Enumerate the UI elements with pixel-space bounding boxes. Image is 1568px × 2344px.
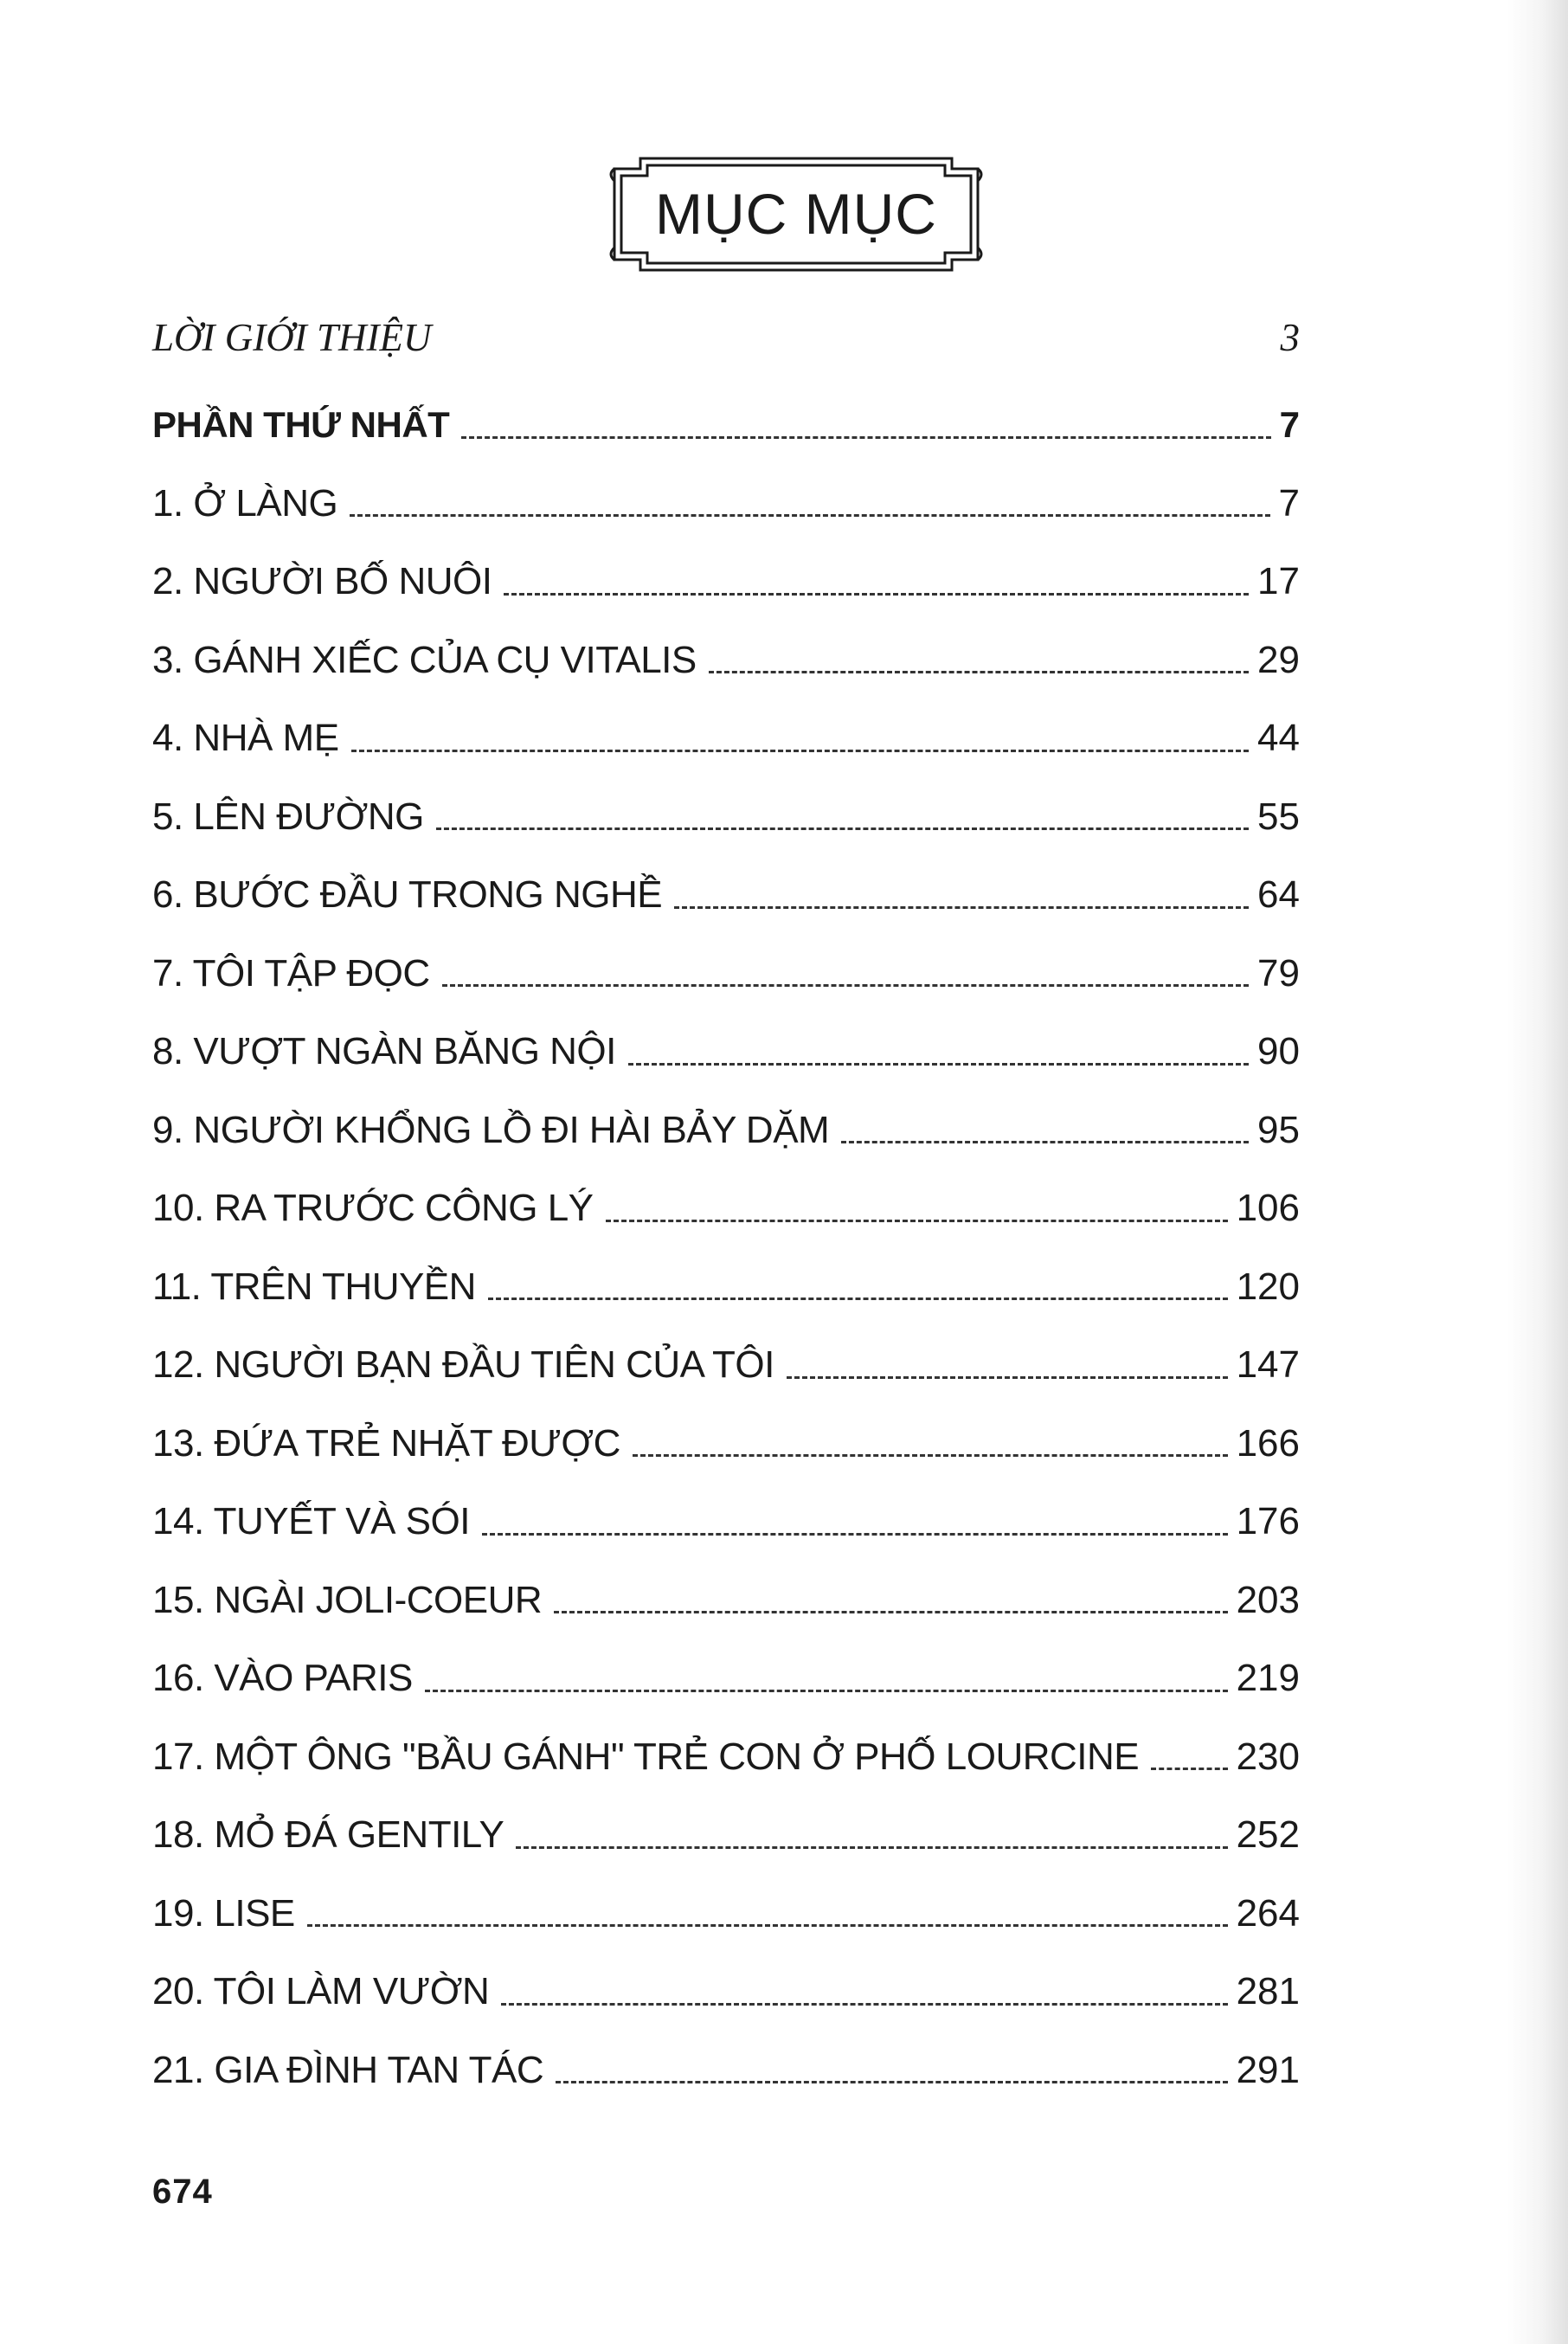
dot-leader [351, 750, 1250, 752]
toc-entry-row[interactable] [152, 465, 1300, 544]
toc-entry-page: 203 [1236, 1578, 1300, 1621]
dot-leader [461, 436, 1270, 439]
toc-entry-label: 1. Ở LÀNG [152, 481, 338, 525]
toc-entry-row[interactable] [152, 543, 1300, 621]
toc-entry-row[interactable] [152, 1875, 1300, 1954]
toc-entry-row[interactable] [152, 1953, 1300, 2032]
toc-entry-page: 166 [1236, 1421, 1300, 1465]
toc-intro-page: 3 [1280, 316, 1300, 359]
toc-entry-page: 29 [1257, 638, 1300, 681]
toc-entry-page: 147 [1236, 1343, 1300, 1386]
toc-entry-label: 9. NGƯỜI KHỔNG LỒ ĐI HÀI BẢY DẶM [152, 1108, 830, 1151]
dot-leader [787, 1376, 1228, 1379]
toc-entry-row[interactable] [152, 1013, 1300, 1092]
toc-intro-label: LỜI GIỚI THIỆU [152, 316, 432, 359]
dot-leader [556, 2081, 1227, 2083]
dot-leader [554, 1611, 1227, 1613]
toc-entry-label: 6. BƯỚC ĐẦU TRONG NGHỀ [152, 873, 663, 916]
toc-entry-page: 44 [1257, 717, 1300, 759]
toc-intro-row[interactable] [152, 307, 1300, 368]
toc-entry-label: 5. LÊN ĐƯỜNG [152, 795, 424, 838]
dot-leader [436, 827, 1249, 830]
dot-leader [709, 671, 1249, 673]
dot-leader [628, 1063, 1249, 1066]
toc-entry-row[interactable] [152, 1169, 1300, 1248]
toc-entry-label: 8. VƯỢT NGÀN BĂNG NỘI [152, 1030, 616, 1072]
page-edge-shadow [1507, 0, 1568, 2344]
toc-entry-label: 16. VÀO PARIS [152, 1657, 413, 1699]
toc-entry-page: 95 [1257, 1108, 1300, 1151]
toc-entry-row[interactable] [152, 1326, 1300, 1405]
toc-entry-page: 219 [1236, 1657, 1300, 1699]
dot-leader [488, 1298, 1228, 1300]
dot-leader [606, 1220, 1228, 1222]
dot-leader [307, 1924, 1228, 1927]
toc-entry-page: 17 [1257, 560, 1300, 602]
dot-leader [425, 1690, 1228, 1692]
toc-entry-row[interactable] [152, 856, 1300, 935]
toc-entry-row[interactable] [152, 1796, 1300, 1875]
toc-entry-page: 176 [1236, 1500, 1300, 1542]
dot-leader [516, 1846, 1227, 1849]
toc-entry-label: PHẦN THỨ NHẤT [152, 404, 450, 445]
toc-entry-page: 252 [1236, 1813, 1300, 1856]
toc-entry-page: 55 [1257, 795, 1300, 838]
toc-entry-label: 14. TUYẾT VÀ SÓI [152, 1500, 470, 1542]
dot-leader [482, 1533, 1228, 1536]
toc-entry-label: 2. NGƯỜI BỐ NUÔI [152, 560, 492, 602]
toc-entry-page: 106 [1236, 1187, 1300, 1229]
toc-entry-row[interactable] [152, 778, 1300, 857]
toc-entry-row[interactable] [152, 2032, 1300, 2110]
toc-entry-row[interactable] [152, 1562, 1300, 1640]
dot-leader [1151, 1768, 1227, 1770]
toc-entry-label: 11. TRÊN THUYỀN [152, 1265, 476, 1308]
dot-leader [504, 593, 1249, 596]
toc-entry-row[interactable] [152, 1405, 1300, 1484]
toc-entry-row[interactable] [152, 621, 1300, 700]
toc-entry-row[interactable] [152, 1639, 1300, 1718]
dot-leader [501, 2003, 1227, 2006]
toc-entry-row[interactable] [152, 699, 1300, 778]
toc-entry-label: 10. RA TRƯỚC CÔNG LÝ [152, 1187, 594, 1229]
dot-leader [442, 984, 1249, 987]
toc-entry-page: 7 [1279, 404, 1300, 445]
toc-entry-label: 17. MỘT ÔNG "BẦU GÁNH" TRẺ CON Ở PHỐ LOURCINE [152, 1735, 1140, 1778]
toc-entry-row[interactable] [152, 1718, 1300, 1797]
toc-section-row[interactable] [152, 386, 1300, 465]
toc-entry-label: 13. ĐỨA TRẺ NHẶT ĐƯỢC [152, 1421, 620, 1465]
toc-entry-label: 12. NGƯỜI BẠN ĐẦU TIÊN CỦA TÔI [152, 1343, 774, 1386]
toc-entry-row[interactable] [152, 1248, 1300, 1327]
toc-entry-row[interactable] [152, 1483, 1300, 1562]
toc-entry-row[interactable] [152, 935, 1300, 1014]
toc-entry-page: 291 [1236, 2048, 1300, 2091]
toc-entry-page: 90 [1257, 1030, 1300, 1072]
toc-entry-page: 120 [1236, 1265, 1300, 1308]
dot-leader [841, 1141, 1249, 1143]
title-banner [606, 151, 986, 277]
toc-entry-row[interactable] [152, 1092, 1300, 1170]
page-title: MỤC MỤC [655, 182, 937, 246]
toc-entry-page: 264 [1236, 1891, 1300, 1935]
toc-entry-label: 3. GÁNH XIẾC CỦA CỤ VITALIS [152, 638, 697, 681]
dot-leader [674, 906, 1249, 909]
toc-entry-page: 7 [1278, 481, 1300, 525]
toc-entry-label: 15. NGÀI JOLI-COEUR [152, 1578, 543, 1621]
toc-entry-label: 21. GIA ĐÌNH TAN TÁC [152, 2048, 544, 2091]
page-number: 674 [152, 2173, 213, 2211]
toc-entry-page: 79 [1257, 951, 1300, 995]
toc-entry-page: 230 [1236, 1735, 1300, 1778]
toc-entry-page: 281 [1236, 1970, 1300, 2012]
toc-entry-label: 7. TÔI TẬP ĐỌC [152, 951, 430, 995]
toc-entry-label: 20. TÔI LÀM VƯỜN [152, 1970, 490, 2012]
toc-entry-label: 4. NHÀ MẸ [152, 717, 339, 759]
toc-entry-page: 64 [1257, 873, 1300, 916]
toc-list [152, 386, 1300, 2109]
dot-leader [633, 1454, 1228, 1457]
toc-entry-label: 19. LISE [152, 1891, 295, 1935]
dot-leader [350, 514, 1269, 517]
toc-entry-label: 18. MỎ ĐÁ GENTILY [152, 1813, 504, 1856]
